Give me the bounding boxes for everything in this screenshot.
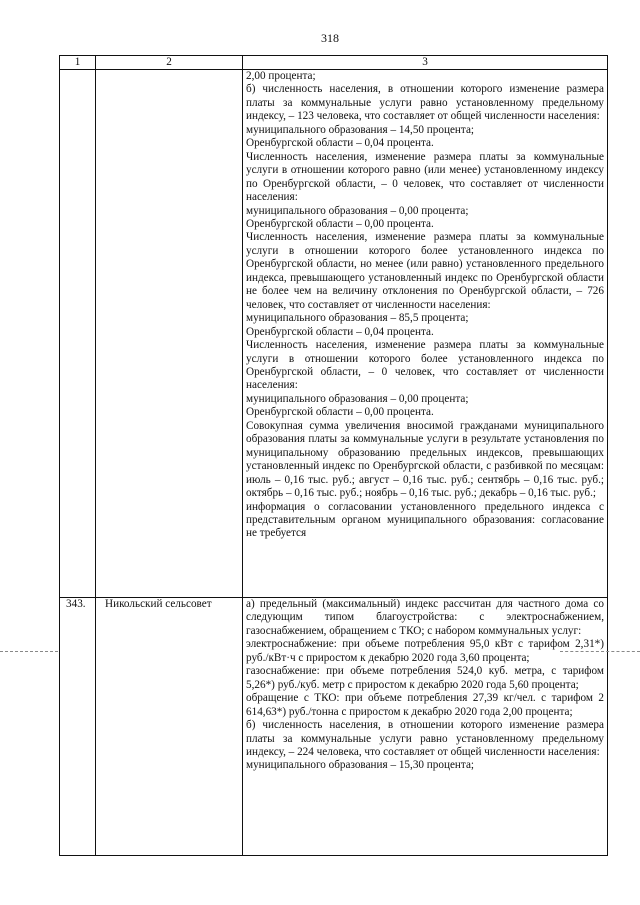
text-paragraph: муниципального образования – 85,5 процента;	[246, 312, 469, 325]
header-cell-2: 2	[96, 56, 243, 70]
scan-dashed-line	[0, 651, 58, 652]
header-cell-3: 3	[243, 56, 608, 70]
row-number: 343.	[60, 598, 96, 856]
text-paragraph: муниципального образования – 15,30 процента;	[246, 759, 475, 772]
text-paragraph: электроснабжение: при объеме потребления 95,0 кВт с тарифом 2,31*) руб./кВт·ч с приростом к декабрю 2020 года 3,60 процента;	[246, 638, 604, 664]
table-header-row	[60, 56, 608, 70]
municipality-name	[96, 70, 243, 598]
text-paragraph: муниципального образования – 14,50 процента;	[246, 123, 475, 136]
text-paragraph: Численность населения, изменение размера платы за коммунальные услуги в отношении которого равно (или менее) установленному индексу по Оренбургской области, – 0 человек, что составляет от численности населения:	[246, 150, 604, 204]
text-paragraph: а) предельный (максимальный) индекс рассчитан для частного дома со следующим типом благоустройства: с электроснабжением, газоснабжением, обращением с ТКО; с набором коммунальных услуг:	[246, 598, 604, 637]
text-paragraph: обращение с ТКО: при объеме потребления 27,39 кг/чел. с тарифом 2 614,63*) руб./тонна с приростом к декабрю 2020 года 2,00 процента;	[246, 692, 604, 718]
header-cell-1: 1	[60, 56, 96, 70]
text-paragraph: Численность населения, изменение размера платы за коммунальные услуги в отношении которого более установленного индекса по Оренбургской области, но менее (или равно) установленного предельного индекса, превышающего установленный индекс по Оренбургской области не более чем на величину отклонения по Оренбургской области, – 726 человек, что составляет от численности населения:	[246, 231, 604, 311]
page-number: 318	[321, 31, 339, 45]
text-paragraph: 2,00 процента;	[246, 70, 316, 82]
text-paragraph: информация о согласовании установленного предельного индекса с представительным органом муниципального образования: согласование не требуется	[246, 500, 604, 540]
row-number	[60, 70, 96, 598]
table-row	[60, 70, 608, 598]
row-text	[243, 598, 608, 856]
text-paragraph: б) численность населения, в отношении которого изменение размера платы за коммунальные услуги равно установленному предельному индексу, – 123 человека, что составляет от общей численности населения:	[246, 83, 604, 123]
text-paragraph: б) численность населения, в отношении которого изменение размера платы за коммунальные услуги равно установленному предельному индексу, – 224 человека, что составляет от общей численности населения:	[246, 719, 604, 758]
text-paragraph: муниципального образования – 0,00 процента;	[246, 392, 469, 405]
data-table	[59, 55, 608, 856]
text-paragraph: Оренбургской области – 0,00 процента.	[246, 217, 434, 230]
table-row	[60, 598, 608, 856]
text-paragraph: Оренбургской области – 0,00 процента.	[246, 406, 434, 419]
scan-dashed-line	[560, 651, 640, 652]
row-text	[243, 70, 608, 598]
text-paragraph: газоснабжение: при объеме потребления 524,0 куб. метра, с тарифом 5,26*) руб./куб. метр с приростом к декабрю 2020 года 5,60 процента;	[246, 665, 604, 691]
text-paragraph: Численность населения, изменение размера платы за коммунальные услуги в отношении которого более установленного индекса по Оренбургской области, – 0 человек, что составляет от численности населения:	[246, 339, 604, 392]
municipality-name: Никольский сельсовет	[96, 598, 243, 856]
text-paragraph: Оренбургской области – 0,04 процента.	[246, 325, 434, 338]
text-paragraph: Оренбургской области – 0,04 процента.	[246, 137, 434, 150]
text-paragraph: Совокупная сумма увеличения вносимой гражданами муниципального образования платы за коммунальные услуги в результате установления по муниципальному образованию предельных индексов, превышающих установленный индекс по Оренбургской области, с разбивкой по месяцам: июль – 0,16 тыс. руб.; август – 0,16 тыс. руб.; сентябрь – 0,16 тыс. руб.; октябрь – 0,16 тыс. руб.; ноябрь – 0,16 тыс. руб.; декабрь – 0,16 тыс. руб.;	[246, 419, 604, 500]
text-paragraph: муниципального образования – 0,00 процента;	[246, 204, 469, 217]
